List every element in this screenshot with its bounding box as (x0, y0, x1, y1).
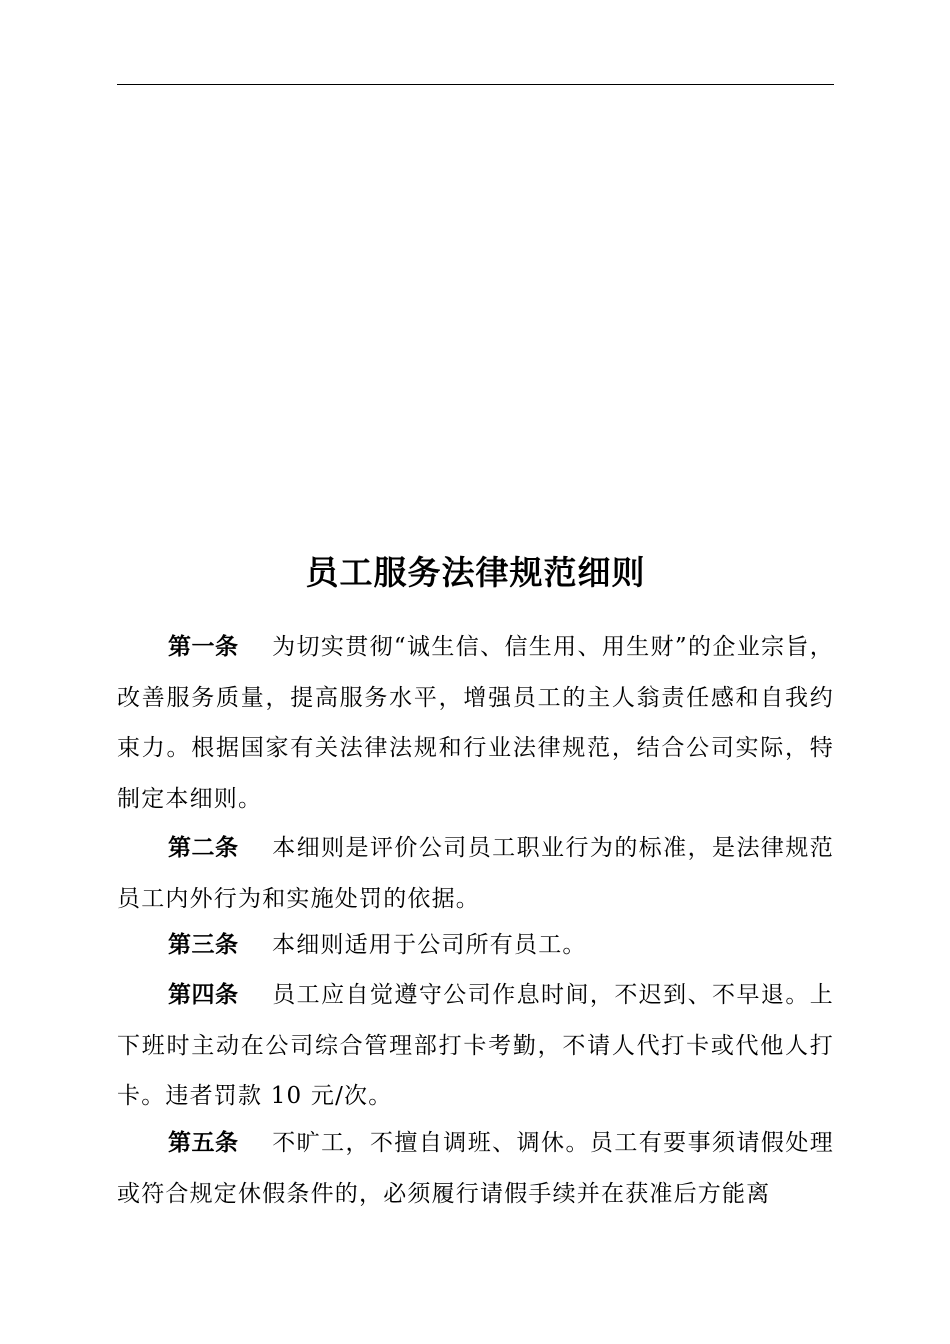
article-5 (117, 1118, 834, 1219)
article-number: 第一条 (168, 634, 239, 660)
header-rule (117, 84, 834, 85)
article-number: 第三条 (168, 932, 239, 958)
document-title: 员工服务法律规范细则 (305, 553, 646, 592)
article-number: 第二条 (168, 835, 239, 861)
article-number: 第四条 (168, 982, 239, 1008)
article-2 (117, 823, 834, 924)
article-4 (117, 970, 834, 1122)
article-text: 员工应自觉遵守公司作息时间，不迟到、不早退。上下班时主动在公司综合管理部打卡考勤，不请人代打卡或代他人打卡。违者罚款 10 元/次。 (117, 982, 834, 1109)
article-number: 第五条 (168, 1130, 239, 1156)
article-3 (117, 920, 834, 971)
article-text: 为切实贯彻“诚生信、信生用、用生财”的企业宗旨，改善服务质量，提高服务水平，增强员工的主人翁责任感和自我约束力。根据国家有关法律法规和行业法律规范，结合公司实际，特制定本细则。 (117, 634, 834, 812)
article-text: 不旷工，不擅自调班、调休。员工有要事须请假处理或符合规定休假条件的，必须履行请假手续并在获准后方能离 (117, 1130, 834, 1207)
article-text: 本细则是评价公司员工职业行为的标准，是法律规范员工内外行为和实施处罚的依据。 (117, 835, 834, 912)
article-1 (117, 622, 834, 824)
article-text: 本细则适用于公司所有员工。 (272, 932, 587, 958)
